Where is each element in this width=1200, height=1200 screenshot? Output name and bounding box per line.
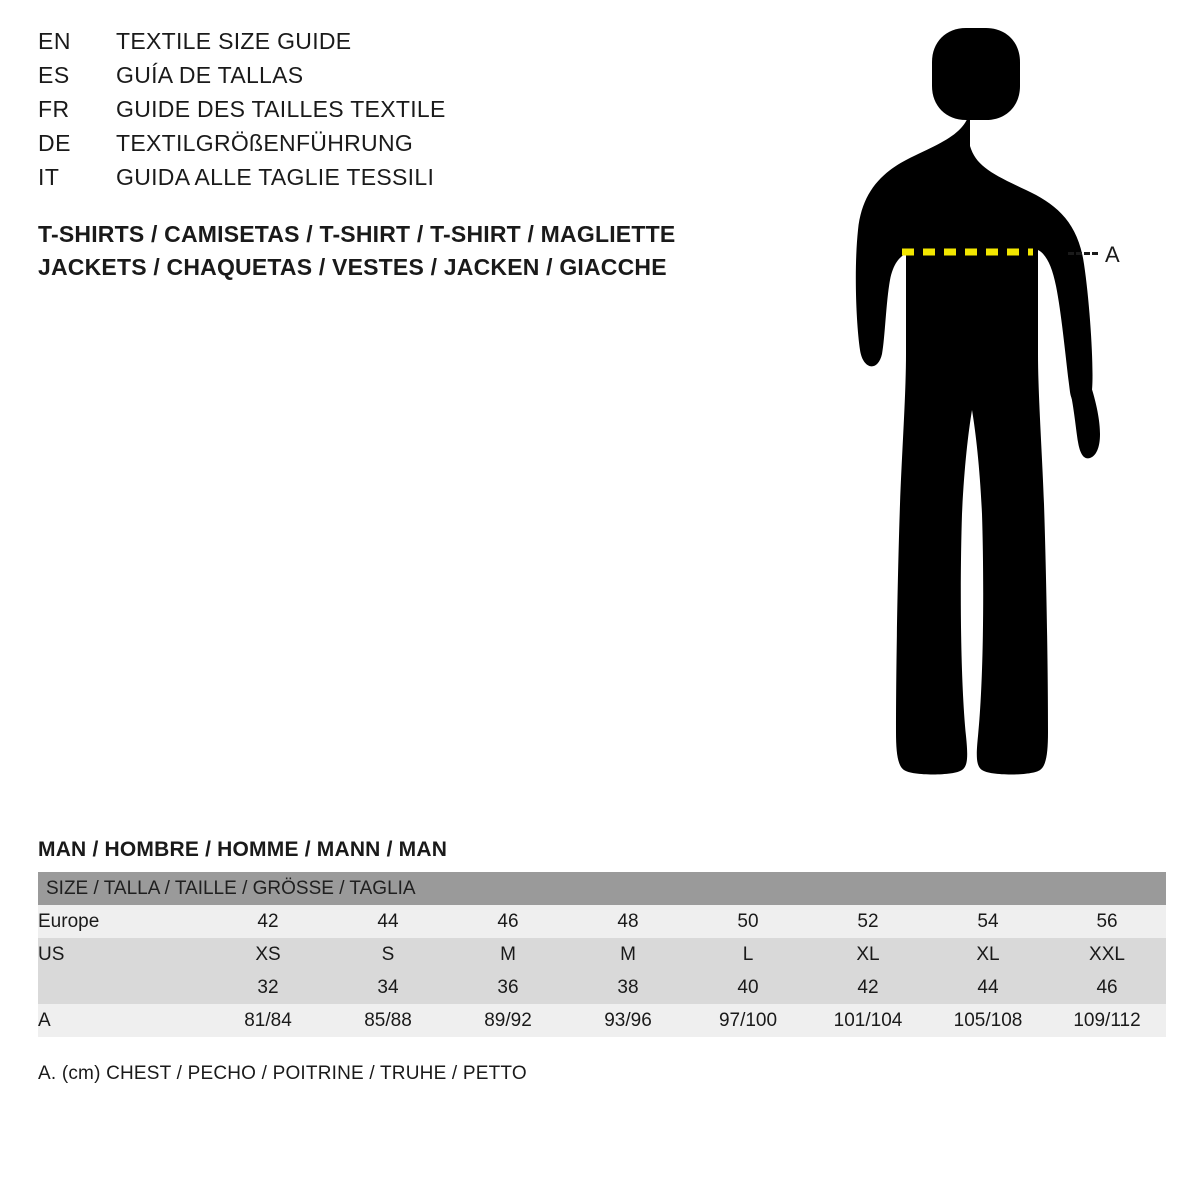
cell-value: XL (928, 938, 1048, 971)
language-code: IT (38, 164, 60, 190)
cell-value: 42 (808, 971, 928, 1004)
category-jackets: JACKETS / CHAQUETAS / VESTES / JACKEN / GIACCHE (38, 254, 667, 280)
language-title: GUIDE DES TAILLES TEXTILE (116, 96, 446, 122)
cell-value: 48 (568, 905, 688, 938)
cell-value: 50 (688, 905, 808, 938)
language-title-list (38, 28, 738, 198)
table-row (38, 1004, 1166, 1037)
cell-value: L (688, 938, 808, 971)
cell-value: 38 (568, 971, 688, 1004)
cell-value: 32 (208, 971, 328, 1004)
row-label: A (38, 1004, 208, 1037)
language-code: EN (38, 28, 71, 54)
language-row (38, 164, 738, 198)
cell-value: S (328, 938, 448, 971)
cell-value: XL (808, 938, 928, 971)
measure-leader-line (1068, 252, 1098, 255)
cell-value: 34 (328, 971, 448, 1004)
language-code: FR (38, 96, 70, 122)
table-row (38, 905, 1166, 938)
cell-value: 56 (1048, 905, 1166, 938)
cell-value: 54 (928, 905, 1048, 938)
cell-value: 105/108 (928, 1004, 1048, 1037)
language-title: TEXTILE SIZE GUIDE (116, 28, 352, 54)
cell-value: 101/104 (808, 1004, 928, 1037)
row-label: US (38, 938, 208, 971)
cell-value: 52 (808, 905, 928, 938)
language-title: TEXTILGRÖßENFÜHRUNG (116, 130, 414, 156)
table-footnote: A. (cm) CHEST / PECHO / POITRINE / TRUHE / PETTO (38, 1063, 527, 1084)
cell-value: M (448, 938, 568, 971)
measure-label-a: A (1105, 242, 1121, 267)
language-row (38, 28, 738, 62)
language-code: ES (38, 62, 70, 88)
table-header-row (38, 872, 1166, 905)
cell-value: 109/112 (1048, 1004, 1166, 1037)
cell-value: 44 (928, 971, 1048, 1004)
size-table-section (38, 838, 1166, 1085)
table-header-label: SIZE / TALLA / TAILLE / GRÖSSE / TAGLIA (38, 872, 1166, 905)
cell-value: 85/88 (328, 1004, 448, 1037)
row-label: Europe (38, 905, 208, 938)
silhouette-icon (820, 20, 1180, 780)
cell-value: XS (208, 938, 328, 971)
language-row (38, 62, 738, 96)
cell-value: 36 (448, 971, 568, 1004)
cell-value: 93/96 (568, 1004, 688, 1037)
cell-value: 42 (208, 905, 328, 938)
language-title: GUÍA DE TALLAS (116, 62, 304, 88)
language-row (38, 96, 738, 130)
size-table (38, 872, 1166, 1037)
cell-value: 46 (1048, 971, 1166, 1004)
cell-value: 97/100 (688, 1004, 808, 1037)
language-title: GUIDA ALLE TAGLIE TESSILI (116, 164, 435, 190)
cell-value: M (568, 938, 688, 971)
cell-value: 44 (328, 905, 448, 938)
man-silhouette-figure (820, 20, 1180, 780)
table-row (38, 971, 1166, 1004)
language-code: DE (38, 130, 71, 156)
cell-value: 46 (448, 905, 568, 938)
cell-value: 81/84 (208, 1004, 328, 1037)
garment-category-list (38, 218, 798, 284)
cell-value: XXL (1048, 938, 1166, 971)
category-tshirts: T-SHIRTS / CAMISETAS / T-SHIRT / T-SHIRT / MAGLIETTE (38, 221, 676, 247)
row-label (38, 971, 208, 1004)
cell-value: 89/92 (448, 1004, 568, 1037)
table-row (38, 938, 1166, 971)
language-row (38, 130, 738, 164)
table-section-title: MAN / HOMBRE / HOMME / MANN / MAN (38, 838, 448, 861)
cell-value: 40 (688, 971, 808, 1004)
